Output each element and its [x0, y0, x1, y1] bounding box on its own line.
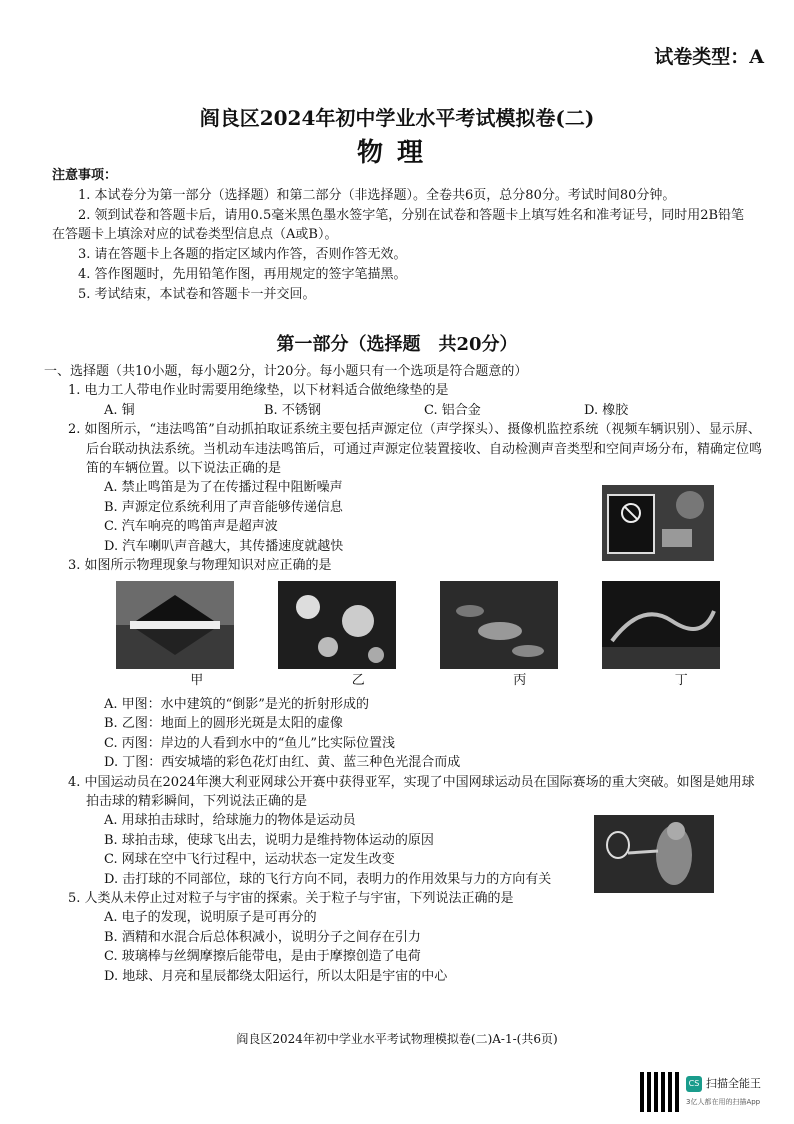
subject-title: 物理 [356, 138, 437, 168]
option: D. 地球、月亮和星辰都绕太阳运行，所以太阳是宇宙的中心 [104, 968, 448, 984]
image-caption: 丙 [513, 673, 527, 689]
pagoda-reflection-image [116, 581, 234, 669]
option: C. 网球在空中飞行过程中，运动状态一定发生改变 [104, 852, 395, 868]
option: D. 橡胶 [584, 402, 629, 418]
note-item: 5. 考试结束，本试卷和答题卡一并交回。 [78, 286, 316, 302]
note-item: 3. 请在答题卡上各题的指定区域内作答，否则作答无效。 [78, 247, 407, 263]
exam-notes [52, 166, 754, 305]
option: A. 甲图：水中建筑的“倒影”是光的折射形成的 [104, 696, 369, 712]
question-4-stem: 4. 中国运动员在2024年澳大利亚网球公开赛中获得亚军，实现了中国网球运动员在国际赛场的重大突破。如图是她用球拍击球的精彩瞬间，下列说法正确的是 [68, 774, 755, 809]
camera-sign-image [602, 485, 714, 561]
note-item: 4. 答作图题时，先用铅笔作图，再用规定的签字笔描黑。 [78, 266, 407, 282]
option: C. 汽车响亮的鸣笛声是超声波 [104, 519, 278, 535]
section-title: 一、选择题（共10小题，每小题2分，计20分。每小题只有一个选项是符合题意的） [44, 364, 528, 379]
option: B. 球拍击球，使球飞出去，说明力是维持物体运动的原因 [104, 832, 434, 848]
photo-light-spots [278, 581, 396, 669]
fish-pond-image [440, 581, 558, 669]
question-2-stem: 2. 如图所示，“违法鸣笛”自动抓拍取证系统主要包括声源定位（声学探头）、摄像机监控系统（视频车辆识别）、显示屏、后台联动执法系统。当机动车违法鸣笛后，可通过声源定位装置接收、自动检测声音类型和空间声场分布，精确定位鸣笛的车辆位置。以下说法正确的是 [68, 422, 763, 477]
question-3-captions [52, 671, 762, 690]
exam-type-label: 试卷类型：A [654, 46, 764, 68]
option: D. 击打球的不同部位，球的飞行方向不同，表明力的作用效果与力的方向有关 [104, 871, 552, 887]
camscanner-tagline: 3亿人都在用的扫描App [686, 1098, 761, 1106]
option: C. 丙图：岸边的人看到水中的“鱼儿”比实际位置浅 [104, 735, 396, 751]
image-caption: 乙 [351, 673, 365, 689]
option: B. 酒精和水混合后总体积减小，说明分子之间存在引力 [104, 929, 421, 945]
question-3-images [52, 581, 762, 669]
city-wall-lantern-image [602, 581, 720, 669]
honking-camera-image [602, 485, 714, 561]
option: A. 铜 [104, 402, 135, 418]
option: D. 丁图：西安城墙的彩色花灯由红、黄、蓝三种色光混合而成 [104, 755, 461, 771]
image-caption: 甲 [190, 673, 204, 689]
page-footer: 阎良区2024年初中学业水平考试物理模拟卷(二)A-1-(共6页) [236, 1032, 558, 1046]
photo-reflection [116, 581, 234, 669]
image-caption: 丁 [674, 673, 688, 689]
option: A. 电子的发现，说明原子是可再分的 [104, 910, 317, 926]
note-item: 2. 领到试卷和答题卡后，请用0.5毫米黑色墨水签字笔，分别在试卷和答题卡上填写姓名和准考证号，同时用2B铅笔在答题卡上填涂对应的试卷类型信息点（A或B）。 [52, 207, 745, 243]
question-3-stem: 3. 如图所示物理现象与物理知识对应正确的是 [68, 558, 332, 574]
question-5-stem: 5. 人类从未停止过对粒子与宇宙的探索。关于粒子与宇宙，下列说法正确的是 [68, 890, 514, 906]
camscanner-name: 扫描全能王 [706, 1077, 761, 1090]
photo-lantern [602, 581, 720, 669]
option: B. 声源定位系统利用了声音能够传递信息 [104, 499, 343, 515]
part1-title: 第一部分（选择题 共20分） [276, 334, 518, 355]
option: D. 汽车喇叭声音越大，其传播速度就越快 [104, 538, 344, 554]
tennis-player-image [594, 815, 714, 893]
option: A. 用球拍击球时，给球施力的物体是运动员 [104, 813, 356, 829]
option: B. 乙图：地面上的圆形光斑是太阳的虚像 [104, 716, 343, 732]
question-1-stem: 1. 电力工人带电作业时需要用绝缘垫，以下材料适合做绝缘垫的是 [68, 383, 449, 399]
option: C. 玻璃棒与丝绸摩擦后能带电，是由于摩擦创造了电荷 [104, 949, 421, 965]
option: C. 铝合金 [424, 402, 481, 418]
question-1-options [52, 401, 762, 420]
tennis-player-photo [594, 815, 714, 893]
option: A. 禁止鸣笛是为了在传播过程中阻断噪声 [104, 480, 343, 496]
light-spot-image [278, 581, 396, 669]
camscanner-logo-icon: CS [686, 1076, 702, 1092]
exam-title: 阎良区2024年初中学业水平考试模拟卷(二) [199, 106, 595, 130]
qr-code [640, 1072, 680, 1112]
note-item: 1. 本试卷分为第一部分（选择题）和第二部分（非选择题）。全卷共6页，总分80分。考试时间80分钟。 [78, 187, 676, 203]
option: B. 不锈钢 [264, 402, 321, 418]
photo-fish [440, 581, 558, 669]
notes-heading: 注意事项： [52, 168, 118, 183]
